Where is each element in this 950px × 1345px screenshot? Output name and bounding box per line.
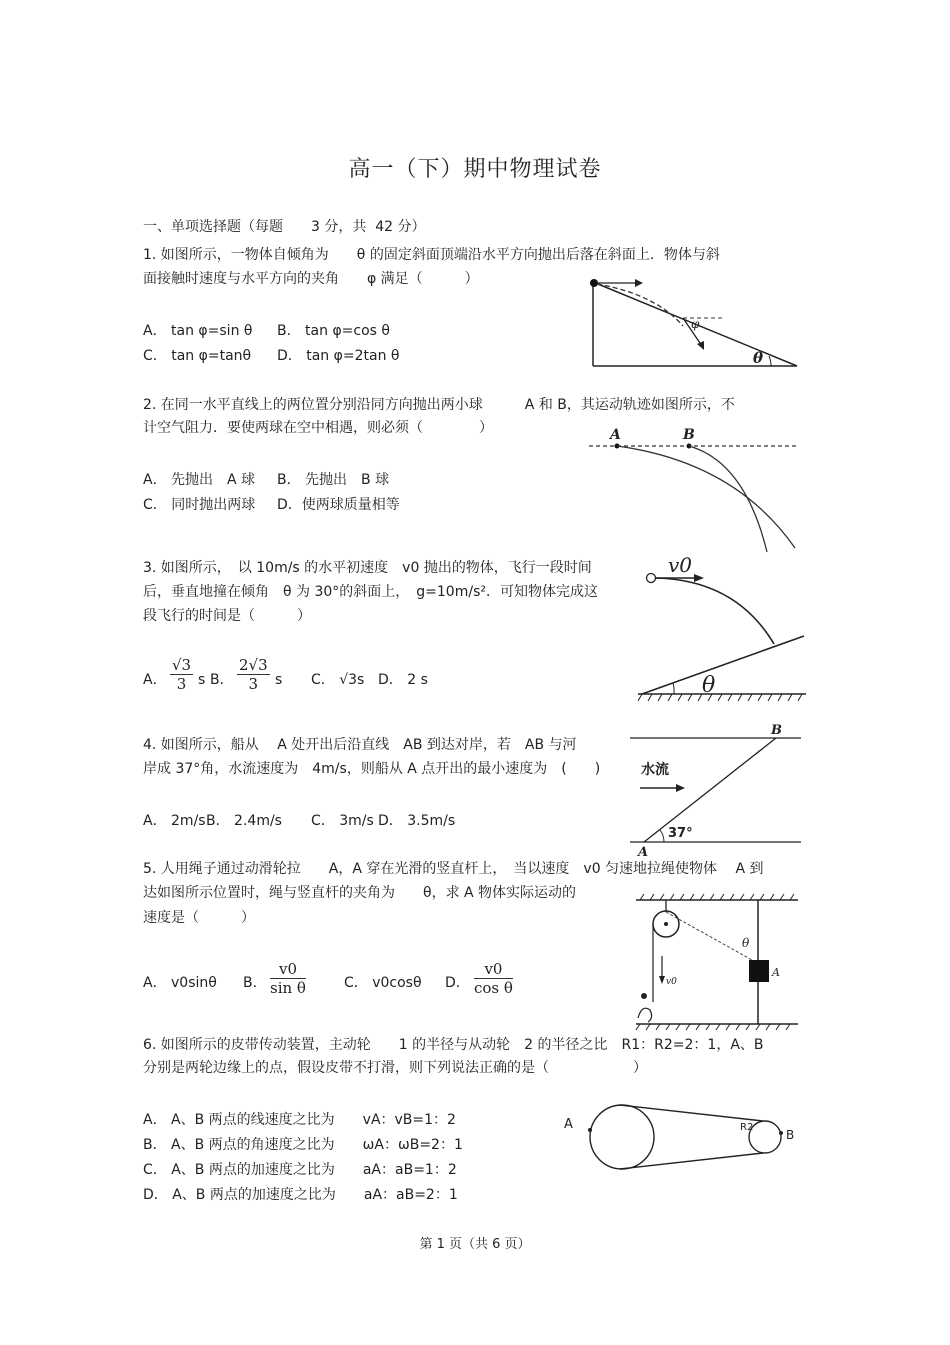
q6-label-b: B [786, 1128, 795, 1142]
q3-stem-line1: 3. 如图所示， 以 10m/s 的水平初速度 v0 抛出的物体，飞行一段时间 [143, 560, 592, 576]
q3-stem-line2: 后，垂直地撞在倾角 θ 为 30°的斜面上， g=10m/s²．可知物体完成这 [143, 584, 598, 600]
q5-option-b-fraction [270, 960, 306, 997]
q5-option-b-denominator: sin θ [270, 979, 306, 997]
q2-label-b: B [683, 427, 695, 443]
q6-label-r2: R2 [740, 1122, 754, 1133]
q4-stem-line1: 4. 如图所示，船从 A 处开出后沿直线 AB 到达对岸，若 AB 与河 [143, 737, 577, 753]
q3-option-b-unit: s [275, 672, 283, 688]
q1-option-d: D． tan φ=2tan θ [277, 348, 400, 364]
q4-angle-label: 37° [668, 826, 693, 841]
q4-stem-line2: 岸成 37°角，水流速度为 4m/s，则船从 A 点开出的最小速度为 ( ) [143, 761, 601, 777]
q3-option-a-denominator: 3 [176, 675, 187, 693]
q5-option-d-fraction [474, 960, 513, 997]
q5-option-d-numerator: v0 [474, 960, 513, 979]
q5-v0-label: v0 [666, 977, 677, 987]
q6-label-a: A [564, 1117, 573, 1132]
q4-option-c: C． 3m/s [311, 813, 374, 829]
q3-v0-label: v0 [668, 553, 693, 577]
q1-theta-label: θ [753, 349, 764, 367]
q6-option-c: C． A、B 两点的加速度之比为 aA：aB=1：2 [143, 1162, 457, 1178]
q6-stem-line1: 6. 如图所示的皮带传动装置，主动轮 1 的半径与从动轮 2 的半径之比 R1：R2=2：1，A、B [143, 1037, 764, 1053]
q6-option-b: B． A、B 两点的角速度之比为 ωA：ωB=2：1 [143, 1137, 463, 1153]
q5-label-a: A [772, 966, 780, 979]
q5-option-d-prefix: D． [445, 975, 470, 991]
q1-stem-line1: 1. 如图所示，一物体自倾角为 θ 的固定斜面顶端沿水平方向抛出后落在斜面上．物体与斜 [143, 247, 720, 263]
q3-option-b-prefix: B． [210, 672, 234, 688]
q3-option-a-unit: s [198, 672, 206, 688]
q3-option-b-fraction [237, 656, 270, 693]
q5-stem-line3: 速度是（ ） [143, 910, 255, 926]
q3-option-d: D． 2 s [378, 672, 428, 688]
q5-option-a: A． v0sinθ [143, 975, 217, 991]
q4-option-b: B． 2.4m/s [206, 813, 282, 829]
q5-option-b-prefix: B． [243, 975, 267, 991]
q1-incline-figure [585, 272, 805, 372]
page-title: 高一（下）期中物理试卷 [348, 157, 602, 182]
q4-river-figure [626, 720, 806, 860]
q5-stem-line1: 5. 人用绳子通过动滑轮拉 A，A 穿在光滑的竖直杆上， 当以速度 v0 匀速地拉绳使物体 A 到 [143, 861, 764, 877]
q4-label-b: B [771, 723, 782, 738]
q2-option-a: A． 先抛出 A 球 [143, 472, 256, 488]
q3-option-a-numerator: √3 [172, 656, 192, 674]
q2-stem-line1: 2. 在同一水平直线上的两位置分别沿同方向抛出两小球 A 和 B，其运动轨迹如图所示，不 [143, 397, 735, 413]
q4-label-a: A [638, 845, 649, 860]
q5-theta-label: θ [742, 936, 750, 950]
q3-projectile-figure [636, 548, 808, 708]
q3-option-b-denominator: 3 [248, 675, 259, 693]
q5-option-b-numerator: v0 [270, 960, 306, 979]
q3-option-c: C． √3s [311, 672, 365, 688]
q3-option-a-fraction [170, 656, 193, 693]
q2-option-b: B． 先抛出 B 球 [277, 472, 390, 488]
q1-option-c: C． tan φ=tanθ [143, 348, 252, 364]
q1-stem-line2: 面接触时速度与水平方向的夹角 φ 满足（ ） [143, 271, 479, 287]
q1-phi-label: φ [691, 317, 700, 331]
q1-option-b: B． tan φ=cos θ [277, 323, 390, 339]
q5-option-d-denominator: cos θ [474, 979, 513, 997]
q4-flow-label: 水流 [641, 762, 669, 778]
q4-option-a: A． 2m/s [143, 813, 206, 829]
q3-stem-line3: 段飞行的时间是（ ） [143, 608, 311, 624]
q5-option-c: C． v0cosθ [344, 975, 422, 991]
q2-option-d: D．使两球质量相等 [277, 497, 400, 513]
q5-pulley-figure [632, 892, 802, 1032]
q3-option-b-numerator: 2√3 [239, 656, 268, 674]
q3-theta-label: θ [702, 673, 716, 698]
q6-option-d: D． A、B 两点的加速度之比为 aA：aB=2：1 [143, 1187, 458, 1203]
q2-trajectory-figure [585, 422, 800, 557]
q2-option-c: C． 同时抛出两球 [143, 497, 256, 513]
q4-option-d: D． 3.5m/s [378, 813, 456, 829]
q6-option-a: A． A、B 两点的线速度之比为 vA：vB=1：2 [143, 1112, 456, 1128]
q6-belt-figure [560, 1100, 800, 1180]
q2-label-a: A [610, 427, 621, 443]
q6-stem-line2: 分别是两轮边缘上的点，假设皮带不打滑，则下列说法正确的是（ ） [143, 1060, 647, 1076]
q5-stem-line2: 达如图所示位置时，绳与竖直杆的夹角为 θ，求 A 物体实际运动的 [143, 885, 577, 901]
section-heading: 一、单项选择题（每题 3 分，共 42 分） [143, 219, 426, 235]
q2-stem-line2: 计空气阻力．要使两球在空中相遇，则必须（ ） [143, 420, 493, 436]
q3-option-a-prefix: A． [143, 672, 167, 688]
q1-option-a: A． tan φ=sin θ [143, 323, 253, 339]
page-footer: 第 1 页（共 6 页） [419, 1237, 531, 1252]
